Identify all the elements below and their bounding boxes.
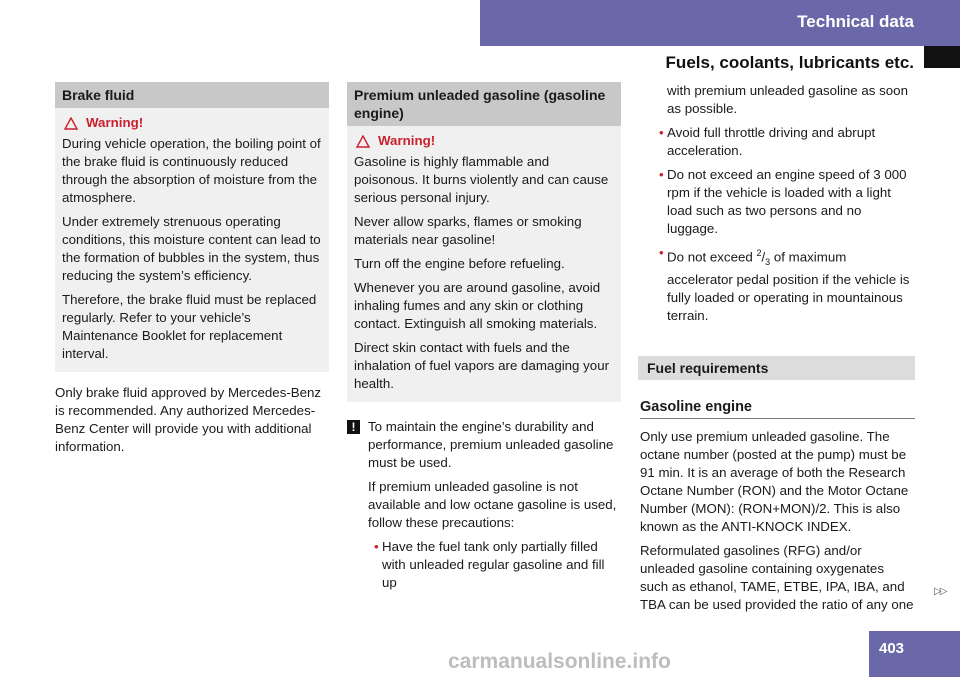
list-item: • Have the fuel tank only partially filled with unleaded regular gasoline and fill up (374, 539, 605, 590)
header-marker (924, 46, 960, 68)
continued-text: with premium unleaded gasoline as soon as possible. (667, 83, 908, 116)
note-icon: ! (347, 420, 360, 434)
warning-text: Whenever you are around gasoline, avoid inhaling fumes and any skin or clothing contact. Extinguish all smoking materials. (354, 280, 601, 331)
warning-text: Never allow sparks, flames or smoking materials near gasoline! (354, 214, 582, 247)
premium-gasoline-heading: Premium unleaded gasoline (gasoline engine) (347, 82, 621, 126)
column-2 (347, 82, 621, 598)
warning-text: Turn off the engine before refueling. (354, 256, 565, 271)
column-3-lower (640, 398, 915, 614)
bullet-icon: • (659, 125, 664, 140)
fuel-requirements-heading: Fuel requirements (638, 356, 915, 380)
warning-text: Gasoline is highly flammable and poisonous. It burns violently and can cause serious personal injury. (354, 154, 609, 205)
section-tab (480, 0, 960, 46)
brake-fluid-heading: Brake fluid (55, 82, 329, 108)
note-block (347, 418, 621, 598)
list-item: • Avoid full throttle driving and abrupt acceleration. (659, 125, 876, 158)
page-number: 403 (879, 640, 905, 657)
warning-icon (356, 135, 370, 148)
warning-text: During vehicle operation, the boiling point of the brake fluid is continuously reduced through the absorption of moisture from the atmosphere. (62, 136, 321, 205)
warning-label: Warning! (62, 114, 322, 132)
bullet-icon: • (659, 167, 664, 182)
list-item: • Do not exceed $^2/_3$ of maximum accelerator pedal position if the vehicle is fully loaded or operating in mountainous terrain. (659, 245, 910, 324)
fraction-slash: / (761, 249, 766, 265)
note-text: If premium unleaded gasoline is not available and low octane gasoline is used, follow these precautions: (368, 479, 617, 530)
column-1 (55, 82, 329, 462)
premium-gasoline-box (347, 82, 621, 402)
column-3 (640, 82, 915, 380)
fraction-denominator: 3 (765, 257, 771, 268)
brake-fluid-body: Only brake fluid approved by Mercedes-Benz is recommended. Any authorized Mercedes-Benz Center will provide you with additional information. (55, 385, 322, 454)
warning-text: Therefore, the brake fluid must be replaced regularly. Refer to your vehicle’s Maintenance Booklet for replacement interval. (62, 292, 317, 361)
warning-icon (64, 117, 78, 130)
next-page-icon[interactable]: ▷▷ (934, 586, 946, 597)
fraction-numerator: 2 (756, 248, 762, 258)
watermark: carmanualsonline.info (448, 650, 671, 673)
warning-text: Direct skin contact with fuels and the inhalation of fuel vapors are damaging your health. (354, 340, 610, 391)
list-item: • Do not exceed an engine speed of 3 000 rpm if the vehicle is loaded with a light load such as two persons and no luggage. (659, 167, 907, 236)
fuel-requirements-text: Reformulated gasolines (RFG) and/or unleaded gasoline containing oxygenates such as ethanol, TAME, ETBE, IPA, IBA, and TBA can be used provided the ratio of any one (640, 543, 914, 612)
warning-label: Warning! (354, 132, 614, 150)
gasoline-engine-heading: Gasoline engine (640, 398, 915, 419)
section-title: Technical data (797, 12, 914, 31)
warning-text: Under extremely strenuous operating conditions, this moisture content can lead to the formation of bubbles in the system, thus reducing the system’s efficiency. (62, 214, 321, 283)
bullet-icon: • (374, 539, 379, 554)
brake-fluid-box (55, 82, 329, 372)
bullet-icon: • (659, 245, 664, 260)
fuel-requirements-text: Only use premium unleaded gasoline. The octane number (posted at the pump) must be 91 min. It is an average of both the Research Octane Number (RON) and the Motor Octane Number (MON): (RON+MON)/2. This is also known as the ANTI-KNOCK INDEX. (640, 429, 909, 534)
page-subtitle: Fuels, coolants, lubricants etc. (665, 53, 914, 72)
note-text: To maintain the engine’s durability and performance, premium unleaded gasoline must be used. (368, 419, 614, 470)
